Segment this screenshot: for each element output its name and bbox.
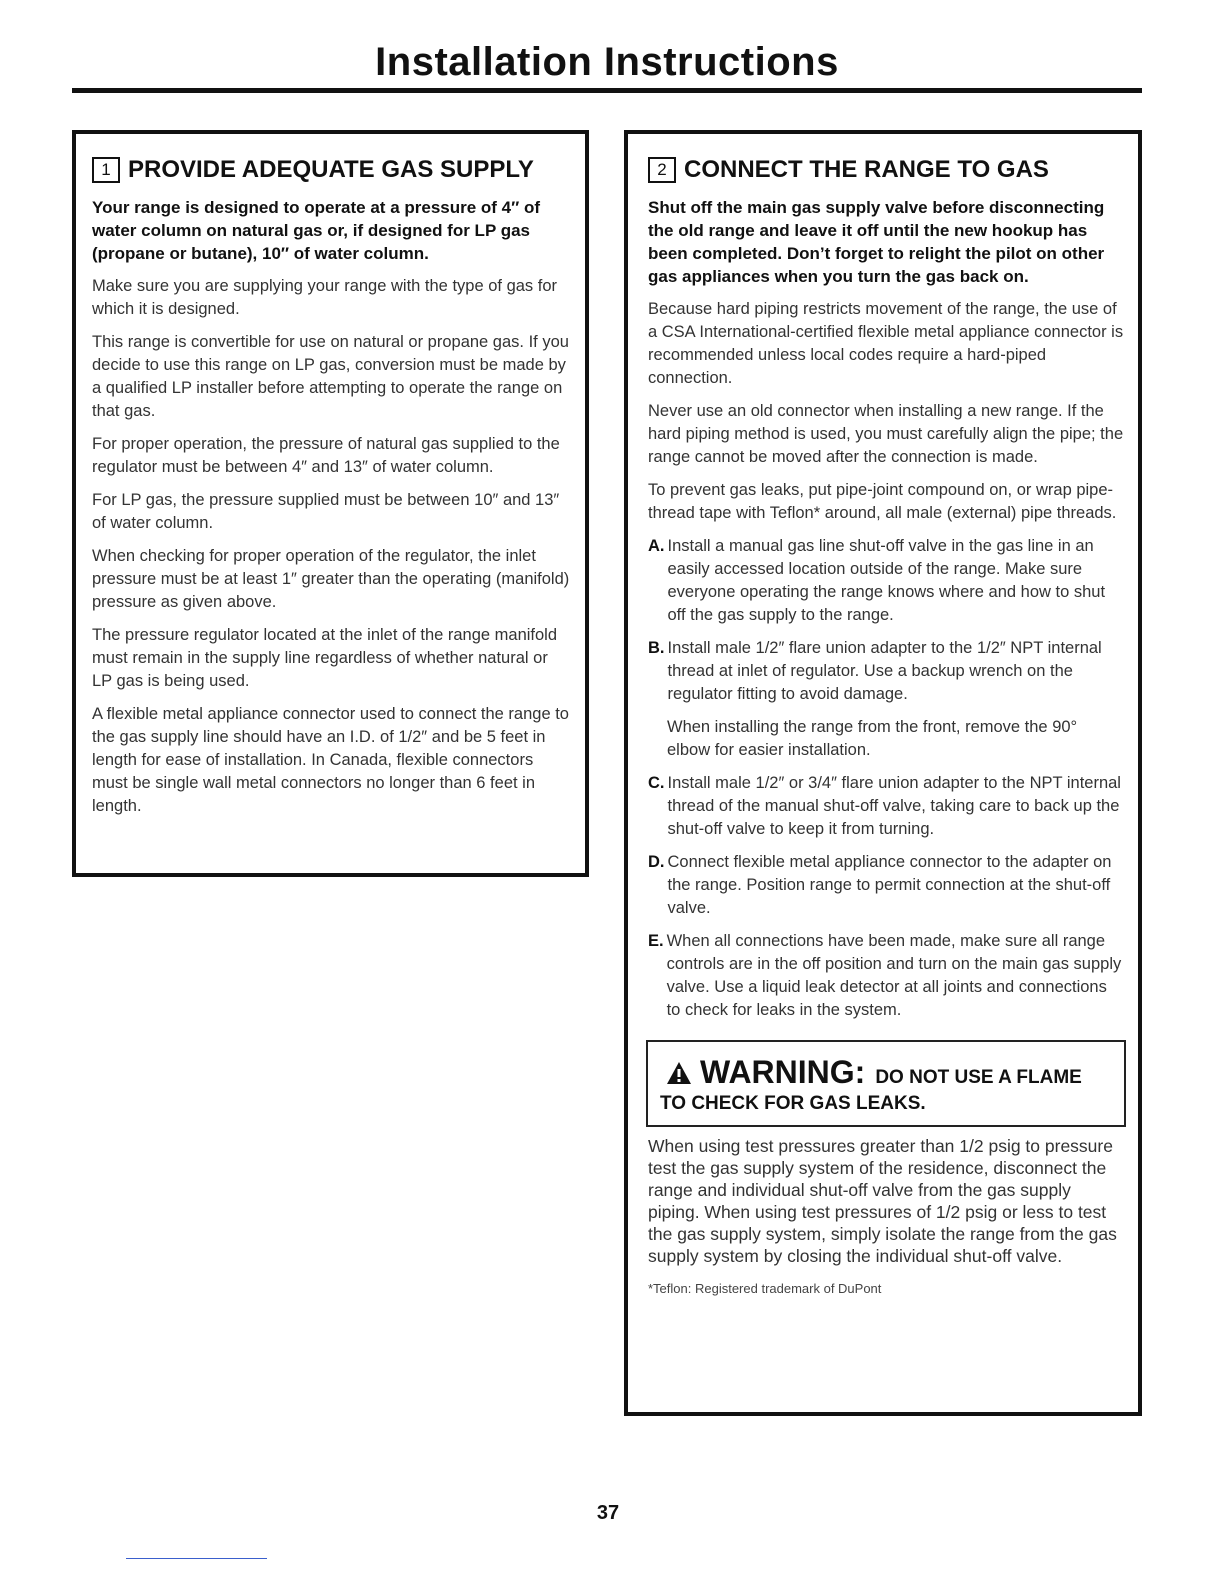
step-d <box>648 851 1124 920</box>
step-number-box: 1 <box>92 157 120 183</box>
warning-box <box>646 1040 1126 1127</box>
step-number-box: 2 <box>648 157 676 183</box>
section-1-heading <box>92 156 571 184</box>
section-2-heading <box>648 156 1124 184</box>
warning-text-2: TO CHECK FOR GAS LEAKS. <box>660 1093 926 1114</box>
paragraph: Because hard piping restricts movement of the range, the use of a CSA International-certified flexible metal appliance connector is recommended unless local codes require a hard-piped connection. <box>648 300 1124 387</box>
footnote: *Teflon: Registered trademark of DuPont <box>648 1281 882 1296</box>
section-2-title: CONNECT THE RANGE TO GAS <box>684 156 1049 183</box>
warning-text-1: DO NOT USE A FLAME <box>875 1067 1082 1088</box>
paragraph: When checking for proper operation of the regulator, the inlet pressure must be at least 1″ greater than the operating (manifold) pressure as given above. <box>92 547 570 611</box>
section-provide-gas-supply <box>72 130 589 877</box>
step-letter: D. <box>648 853 665 871</box>
paragraph: Never use an old connector when installing a new range. If the hard piping method is used, you must carefully align the pipe; the range cannot be moved after the connection is made. <box>648 402 1124 466</box>
section-connect-range <box>624 130 1142 1416</box>
step-letter: B. <box>648 639 665 657</box>
paragraph: Make sure you are supplying your range with the type of gas for which it is designed. <box>92 277 558 318</box>
paragraph: For proper operation, the pressure of natural gas supplied to the regulator must be between 4″ and 13″ of water column. <box>92 435 560 476</box>
step-b <box>648 637 1124 706</box>
paragraph: To prevent gas leaks, put pipe-joint compound on, or wrap pipe-thread tape with Teflon* around, all male (external) pipe threads. <box>648 481 1117 522</box>
page-number: 37 <box>596 1502 620 1524</box>
paragraph: The pressure regulator located at the inlet of the range manifold must remain in the supply line regardless of whether natural or LP gas is being used. <box>92 626 558 690</box>
step-text: Install male 1/2″ flare union adapter to the 1/2″ NPT internal thread at inlet of regulator. Use a backup wrench on the regulator fitting to avoid damage. <box>667 639 1102 703</box>
paragraph: For LP gas, the pressure supplied must be between 10″ and 13″ of water column. <box>92 491 560 532</box>
section-2-lead: Shut off the main gas supply valve before disconnecting the old range and leave it off until the new hookup has been completed. Don’t forget to relight the pilot on other gas appliances when you turn the gas back on. <box>648 198 1105 286</box>
paragraph: A flexible metal appliance connector used to connect the range to the gas supply line should have an I.D. of 1/2″ and be 5 feet in length for ease of installation. In Canada, flexible connectors must be single wall metal connectors no longer than 6 feet in length. <box>92 705 569 815</box>
warning-explanation: When using test pressures greater than 1/2 psig to pressure test the gas supply system of the residence, disconnect the range and individual shut-off valve from the gas supply piping. When using test pressures of 1/2 psig or less to test the gas supply system, simply isolate the range from the gas supply system by closing the individual shut-off valve. <box>648 1136 1117 1266</box>
step-letter: C. <box>648 774 665 792</box>
step-e <box>648 930 1124 1022</box>
page-title: Installation Instructions <box>375 40 839 84</box>
paragraph: This range is convertible for use on natural or propane gas. If you decide to use this range on LP gas, conversion must be made by a qualified LP installer before attempting to operate the range on that gas. <box>92 333 569 420</box>
step-text: Connect flexible metal appliance connector to the adapter on the range. Position range to permit connection at the shut-off valve. <box>667 853 1112 917</box>
section-1-title: PROVIDE ADEQUATE GAS SUPPLY <box>128 156 534 183</box>
step-letter: A. <box>648 537 665 555</box>
step-text: When all connections have been made, make sure all range controls are in the off position and turn on the main gas supply valve. Use a liquid leak detector at all joints and connections to check for leaks in the system. <box>666 932 1122 1019</box>
warning-triangle-icon <box>666 1061 692 1085</box>
bottom-rule <box>126 1558 267 1559</box>
step-a <box>648 535 1124 627</box>
step-text: Install male 1/2″ or 3/4″ flare union adapter to the NPT internal thread of the manual shut-off valve, taking care to back up the shut-off valve to keep it from turning. <box>667 774 1121 838</box>
warning-label: WARNING: <box>700 1054 866 1090</box>
step-letter: E. <box>648 932 664 950</box>
section-1-lead: Your range is designed to operate at a pressure of 4″ of water column on natural gas or, if designed for LP gas (propane or butane), 10″ of water column. <box>92 198 541 263</box>
title-rule <box>72 88 1142 93</box>
step-c <box>648 772 1124 841</box>
step-text: Install a manual gas line shut-off valve in the gas line in an easily accessed location outside of the range. Make sure everyone operating the range knows where and how to shut off the gas supply to the range. <box>667 537 1106 624</box>
step-b-note: When installing the range from the front, remove the 90° elbow for easier installation. <box>667 718 1078 759</box>
